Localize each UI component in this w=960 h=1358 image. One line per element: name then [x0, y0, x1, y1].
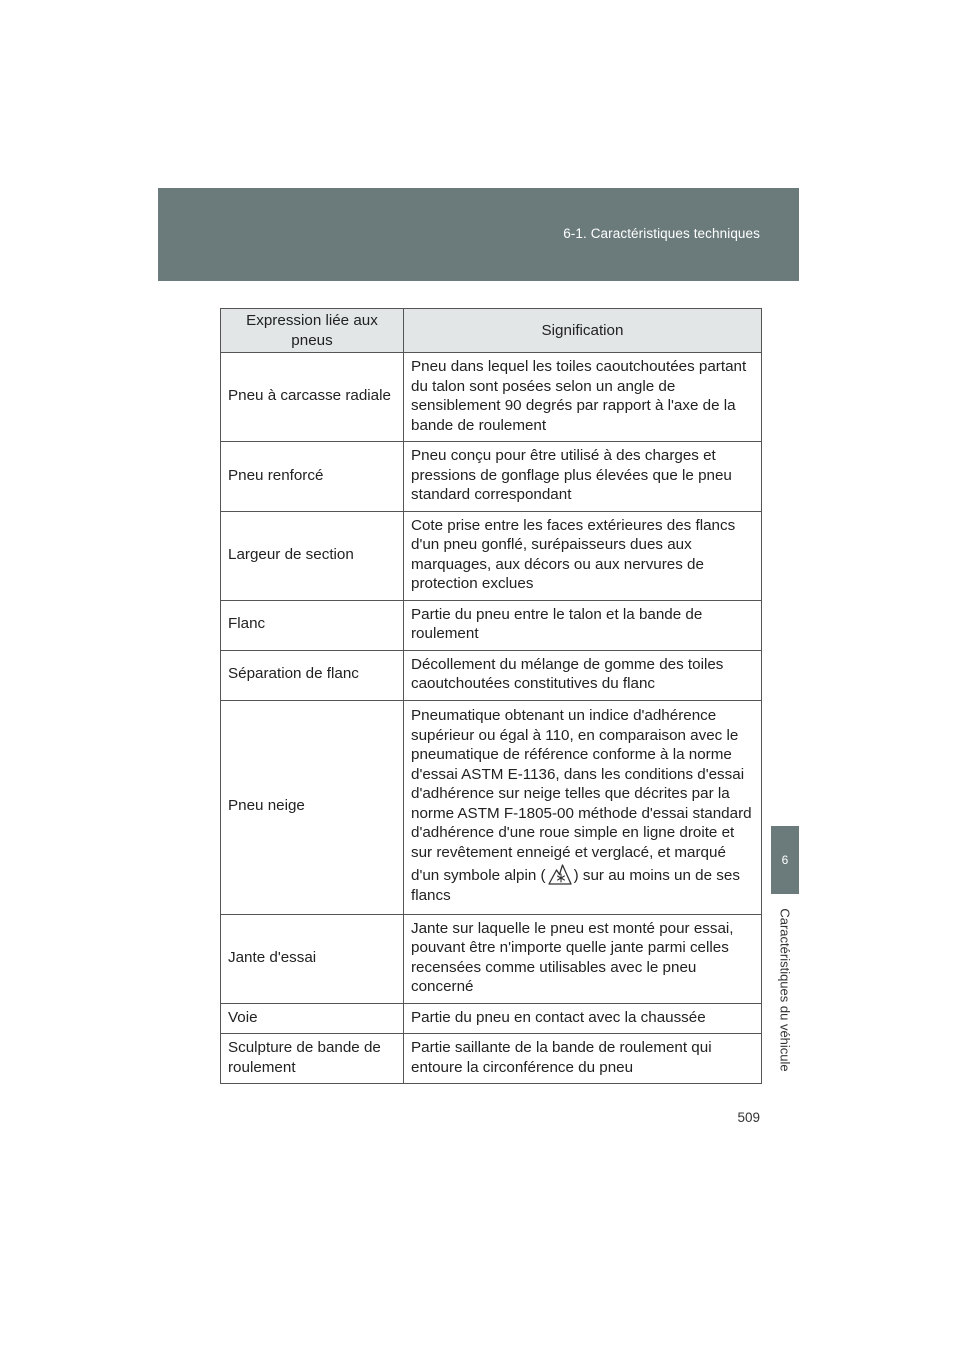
- meaning-cell: Pneu conçu pour être utilisé à des charges et pressions de gonflage plus élevées que le pneu standard correspondant: [404, 442, 762, 512]
- page-number: 509: [737, 1110, 760, 1125]
- term-cell: Pneu neige: [221, 700, 404, 914]
- term-cell: Séparation de flanc: [221, 650, 404, 700]
- column-header-meaning: Signification: [404, 309, 762, 353]
- meaning-cell: Jante sur laquelle le pneu est monté pour essai, pouvant être n'importe quelle jante parmi celles recensées comme utilisables avec le pneu concerné: [404, 914, 762, 1003]
- meaning-cell: Pneu dans lequel les toiles caoutchoutées partant du talon sont posées selon un angle de sensiblement 90 degrés par rapport à l'axe de la bande de roulement: [404, 353, 762, 442]
- term-cell: Pneu à carcasse radiale: [221, 353, 404, 442]
- table-row: [221, 511, 762, 600]
- section-header-band: [158, 188, 799, 281]
- meaning-cell: Partie saillante de la bande de roulement qui entoure la circonférence du pneu: [404, 1034, 762, 1084]
- table-row: [221, 650, 762, 700]
- term-cell: Pneu renforcé: [221, 442, 404, 512]
- term-cell: Sculpture de bande de roulement: [221, 1034, 404, 1084]
- meaning-cell: [404, 700, 762, 914]
- chapter-tab-number: 6: [771, 826, 799, 894]
- table-row: [221, 1034, 762, 1084]
- column-header-term: Expression liée aux pneus: [221, 309, 404, 353]
- table-row: [221, 700, 762, 914]
- alpine-snowflake-icon: [548, 862, 572, 886]
- section-title: 6-1. Caractéristiques techniques: [563, 226, 760, 241]
- meaning-cell: Cote prise entre les faces extérieures des flancs d'un pneu gonflé, surépaisseurs dues aux marquages, aux décors ou aux nervures de protection exclues: [404, 511, 762, 600]
- term-cell: Jante d'essai: [221, 914, 404, 1003]
- meaning-cell: Décollement du mélange de gomme des toiles caoutchoutées constitutives du flanc: [404, 650, 762, 700]
- meaning-cell: Partie du pneu entre le talon et la bande de roulement: [404, 600, 762, 650]
- chapter-tab-label: Caractéristiques du véhicule: [777, 908, 793, 1072]
- term-cell: Voie: [221, 1003, 404, 1034]
- meaning-text-before-icon: Pneumatique obtenant un indice d'adhérence supérieur ou égal à 110, en comparaison avec le pneumatique de référence conforme à la norme d'essai ASTM E-1136, dans les conditions d'essai d'adhérence sur neige telles que décrites par la norme ASTM F-1805-00 méthode d'essai standard d'adhérence d'une roue simple en ligne droite et sur revêtement enneigé et verglacé, et marqué d'un symbole alpin (: [411, 707, 752, 885]
- tire-terms-table: [220, 308, 762, 1084]
- table-header-row: [221, 309, 762, 353]
- meaning-cell: Partie du pneu en contact avec la chaussée: [404, 1003, 762, 1034]
- table-row: [221, 914, 762, 1003]
- meaning-text-after-icon: ) sur au moins un de ses flancs: [411, 867, 740, 905]
- term-cell: Largeur de section: [221, 511, 404, 600]
- table-row: [221, 353, 762, 442]
- table-row: [221, 600, 762, 650]
- table-row: [221, 442, 762, 512]
- table-row: [221, 1003, 762, 1034]
- term-cell: Flanc: [221, 600, 404, 650]
